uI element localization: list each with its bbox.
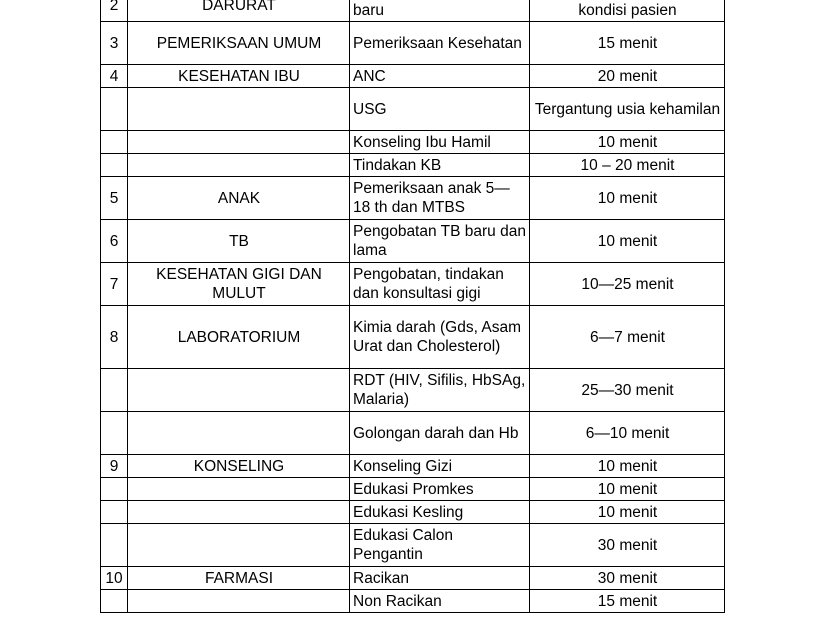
service-name: Tindakan KB [350, 154, 530, 177]
table-row [101, 22, 725, 65]
table-row [101, 0, 725, 22]
service-time: 10 menit [530, 455, 725, 478]
table-row [101, 567, 725, 590]
table-row [101, 478, 725, 501]
row-number: 9 [101, 455, 128, 478]
service-name: Pemeriksaan anak 5—18 th dan MTBS [350, 177, 530, 220]
service-name: Konseling Ibu Hamil [350, 131, 530, 154]
service-time: 6—10 menit [530, 412, 725, 455]
row-number: 6 [101, 220, 128, 263]
row-number: 10 [101, 567, 128, 590]
row-number [101, 501, 128, 524]
service-unit [128, 590, 350, 613]
service-unit [128, 412, 350, 455]
service-unit [128, 501, 350, 524]
service-unit: LABORATORIUM [128, 306, 350, 369]
service-time: 10 menit [530, 177, 725, 220]
row-number [101, 412, 128, 455]
service-unit: TB [128, 220, 350, 263]
service-name: Pengobatan TB baru dan lama [350, 220, 530, 263]
table-row [101, 412, 725, 455]
service-unit [128, 154, 350, 177]
service-time: 10 menit [530, 220, 725, 263]
service-time: 10 – 20 menit [530, 154, 725, 177]
table-body [101, 0, 725, 613]
service-name: Golongan darah dan Hb [350, 412, 530, 455]
service-time-table [100, 0, 725, 613]
service-time: 10—25 menit [530, 263, 725, 306]
row-number: 2 [101, 0, 128, 22]
service-time: 25—30 menit [530, 369, 725, 412]
table-row [101, 590, 725, 613]
service-time: kondisi pasien [530, 0, 725, 22]
row-number: 8 [101, 306, 128, 369]
service-time: 15 menit [530, 590, 725, 613]
service-name: Pemeriksaan Kesehatan [350, 22, 530, 65]
table-row [101, 524, 725, 567]
row-number [101, 131, 128, 154]
row-number: 4 [101, 65, 128, 88]
service-unit: ANAK [128, 177, 350, 220]
service-time: 10 menit [530, 131, 725, 154]
service-name: ANC [350, 65, 530, 88]
table-row [101, 306, 725, 369]
table-row [101, 154, 725, 177]
service-time: 10 menit [530, 478, 725, 501]
row-number [101, 154, 128, 177]
row-number [101, 369, 128, 412]
table-row [101, 88, 725, 131]
table-row [101, 501, 725, 524]
service-name: Non Racikan [350, 590, 530, 613]
service-time: 15 menit [530, 22, 725, 65]
service-unit [128, 88, 350, 131]
service-unit: DARURAT [128, 0, 350, 22]
row-number [101, 524, 128, 567]
service-name: Pengobatan, tindakan dan konsultasi gigi [350, 263, 530, 306]
service-name: USG [350, 88, 530, 131]
table-row [101, 263, 725, 306]
row-number [101, 478, 128, 501]
service-time: 6—7 menit [530, 306, 725, 369]
table-row [101, 177, 725, 220]
service-name: Kimia darah (Gds, Asam Urat dan Cholesterol) [350, 306, 530, 369]
service-name: baru [350, 0, 530, 22]
service-name: Racikan [350, 567, 530, 590]
service-name: RDT (HIV, Sifilis, HbSAg, Malaria) [350, 369, 530, 412]
table-row [101, 369, 725, 412]
row-number [101, 88, 128, 131]
row-number [101, 590, 128, 613]
service-unit: KONSELING [128, 455, 350, 478]
service-time: 20 menit [530, 65, 725, 88]
service-unit: PEMERIKSAAN UMUM [128, 22, 350, 65]
table-row [101, 65, 725, 88]
service-time: Tergantung usia kehamilan [530, 88, 725, 131]
service-unit: KESEHATAN GIGI DAN MULUT [128, 263, 350, 306]
service-unit: KESEHATAN IBU [128, 65, 350, 88]
service-unit [128, 524, 350, 567]
service-name: Konseling Gizi [350, 455, 530, 478]
row-number: 3 [101, 22, 128, 65]
service-unit [128, 478, 350, 501]
service-time-table-container [100, 0, 724, 613]
service-unit [128, 131, 350, 154]
row-number: 5 [101, 177, 128, 220]
service-unit [128, 369, 350, 412]
service-time: 10 menit [530, 501, 725, 524]
table-row [101, 455, 725, 478]
service-name: Edukasi Promkes [350, 478, 530, 501]
row-number: 7 [101, 263, 128, 306]
table-row [101, 131, 725, 154]
service-time: 30 menit [530, 524, 725, 567]
table-row [101, 220, 725, 263]
service-time: 30 menit [530, 567, 725, 590]
service-name: Edukasi Calon Pengantin [350, 524, 530, 567]
service-name: Edukasi Kesling [350, 501, 530, 524]
service-unit: FARMASI [128, 567, 350, 590]
